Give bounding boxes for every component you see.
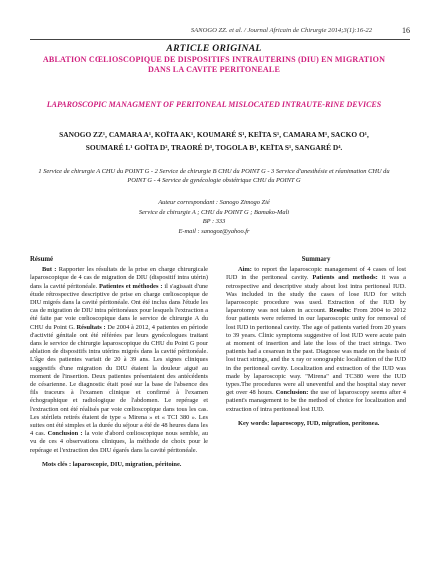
- section-label: ARTICLE ORIGINAL: [166, 43, 262, 54]
- article-title-english: LAPAROSCOPIC MANAGMENT OF PERITONEAL MISLOCATED INTRAUTE-RINE DEVICES: [46, 100, 382, 109]
- running-head: SANOGO ZZ. et al. / Journal Africain de Chirurgie 2014;3(1):16-22: [190, 27, 372, 34]
- resume-methodes-label: Patientes et méthodes :: [97, 282, 163, 290]
- resume-methodes-text: il s'agissait d'une étude rétrospective descriptive de prise en charge cœlioscopique de DIU migrés dans la cavité péritonéale. Ont été inclus dans l'étude les cas de migration de DIU intra péritonéaux pour lesquels l'extraction a été faite par voie cœlioscopique dans le service de chirurgie A du CHU du Point G.: [30, 282, 208, 331]
- summary-conclusion-text: the use of laparoscopy seems after 4 patient's management to be the method of choice for localization and extraction of intra peritoneal lost IUD.: [226, 389, 406, 413]
- summary-aim-text: to report the laparoscopic management of 4 cases of lost IUD in the peritoneal cavity.: [226, 266, 406, 282]
- resume-heading: Résumé: [30, 256, 54, 263]
- corr-po-box: BP : 333: [202, 218, 226, 226]
- resume-column: [30, 256, 208, 469]
- page-number: 16: [402, 26, 410, 35]
- summary-aim-label: Aim:: [238, 266, 252, 274]
- summary-keywords-text: laparoscopy, IUD, migration, peritonea.: [269, 419, 380, 427]
- summary-abstract: [226, 266, 406, 414]
- resume-resultats-text: De 2004 à 2012, 4 patientes en période d'activité génitale ont été référées par leurs gynécologues traitant dans le service de chirurgie laparoscopique du CHU du Point G pour ablation de dispositifs intra utérins migrés dans la cavité péritonéale. L'âge des patientes variait de 20 à 39 ans. Les signes cliniques suggestifs d'une migration du DIU étaient la douleur aiguë au moment de l'insertion. Deux patientes présentaient des antécédents de césarienne. Le diagnostic était posé sur la base de l'absence des fils traceurs à l'examen clinique et confirmé à l'examen échographique et radiologique de l'abdomen. Le repérage et l'extraction ont été réalisés par voie cœlioscopique dans tous les cas. Les stérilets retirés étaient de type « Mirena » et « TCI 380 ». Les suites ont été simples et la durée du séjour a été de 48 heures dans les 4 cas.: [30, 323, 209, 438]
- resume-conclusion-text: la voie d'abord cœlioscopique nous semble, au vu de ces 4 observations cliniques, la méthode de choix pour le repérage et l'extraction des DIU égarés dans la cavité péritonéale.: [30, 430, 208, 454]
- corr-name: Auteur correspondant : Sanogo Zimogo Zié: [158, 199, 270, 206]
- author-list: [28, 128, 400, 154]
- page-header: [30, 27, 410, 39]
- summary-methods-text: it was a retrospective and descriptive study about lost intra peritoneal IUD. Was included in the study the cases of lose IUD for witch laparoscopic procedure was used. Extraction of the IUD by laparotomy was not taken in account.: [226, 274, 407, 315]
- resume-but-label: But :: [42, 266, 57, 274]
- summary-conclusion-label: Conclusion:: [273, 389, 309, 397]
- resume-keywords-text: laparoscopie, DIU, migration, péritoine.: [71, 460, 182, 468]
- resume-keywords: [30, 461, 208, 469]
- corresponding-author: [30, 198, 398, 236]
- summary-methods-label: Patients and methods:: [308, 274, 378, 282]
- resume-abstract: [30, 266, 208, 455]
- resume-conclusion-label: Conclusion :: [45, 430, 83, 438]
- summary-keywords-label: Key words:: [238, 419, 270, 427]
- summary-column: [226, 256, 406, 428]
- summary-results-label: Results:: [326, 307, 352, 315]
- authors-line-1: SANOGO ZZ¹, CAMARA A¹, KOÏTA AK¹, KOUMARÉ S¹, KEÏTA S¹, CAMARA M¹, SACKO O¹,: [59, 130, 369, 139]
- resume-resultats-label: Résultats :: [74, 323, 106, 331]
- resume-keywords-label: Mots clés :: [42, 460, 72, 468]
- resume-but-text: Rapporter les résultats de la prise en charge chirurgicale laparoscopique de 4 cas de migration de DIU (dispositif intra utérin) dans la cavité péritonéale.: [30, 266, 208, 290]
- summary-results-text: From 2004 to 2012 four patients were referred in our laparoscopic unity for removal of lost IUD in peritoneal cavity. The age of patients varied from 20 years to 39 years. Clinic symptoms suggestive of lost IUD were acute pain at moment of insertion and late the loss of the tract strings. Two patients had a cesarean in the past. Diagnose was made on the basis of lost tract strings, and the x ray or sonographic localization of the IUD in the peritoneal cavity. Localization and extraction of the IUD was made by laparoscopic way. "Mirena" and TC380 were the IUD types.The procedures were all uneventful and the hospital stay never get over 48 hours.: [226, 307, 406, 397]
- article-title-french: ABLATION CŒLIOSCOPIQUE DE DISPOSITIFS INTRAUTERINS (DIU) EN MIGRATION DANS LA CAVITE PERITONEALE: [42, 55, 386, 74]
- corr-email: E-mail : sanogoz@yahoo.fr: [178, 227, 250, 235]
- corr-service: Service de chirurgie A ; CHU du POINT G ; Bamako-Mali: [138, 208, 290, 216]
- authors-line-2: SOUMARÉ L¹ GOÏTA D², TRAORÉ D³, TOGOLA B¹, KEÏTA S¹, SANGARÉ D⁴.: [85, 143, 343, 152]
- summary-heading: Summary: [301, 256, 331, 263]
- summary-keywords: [226, 420, 406, 428]
- header-rule: [30, 39, 410, 40]
- affiliations: 1 Service de chirurgie A CHU du POINT G - 2 Service de chirurgie B CHU du POINT G - 3 Service d'anesthésie et réanimation CHU du POINT G - 4 Service de gynécologie obstétrique CHU du POINT G: [38, 168, 390, 184]
